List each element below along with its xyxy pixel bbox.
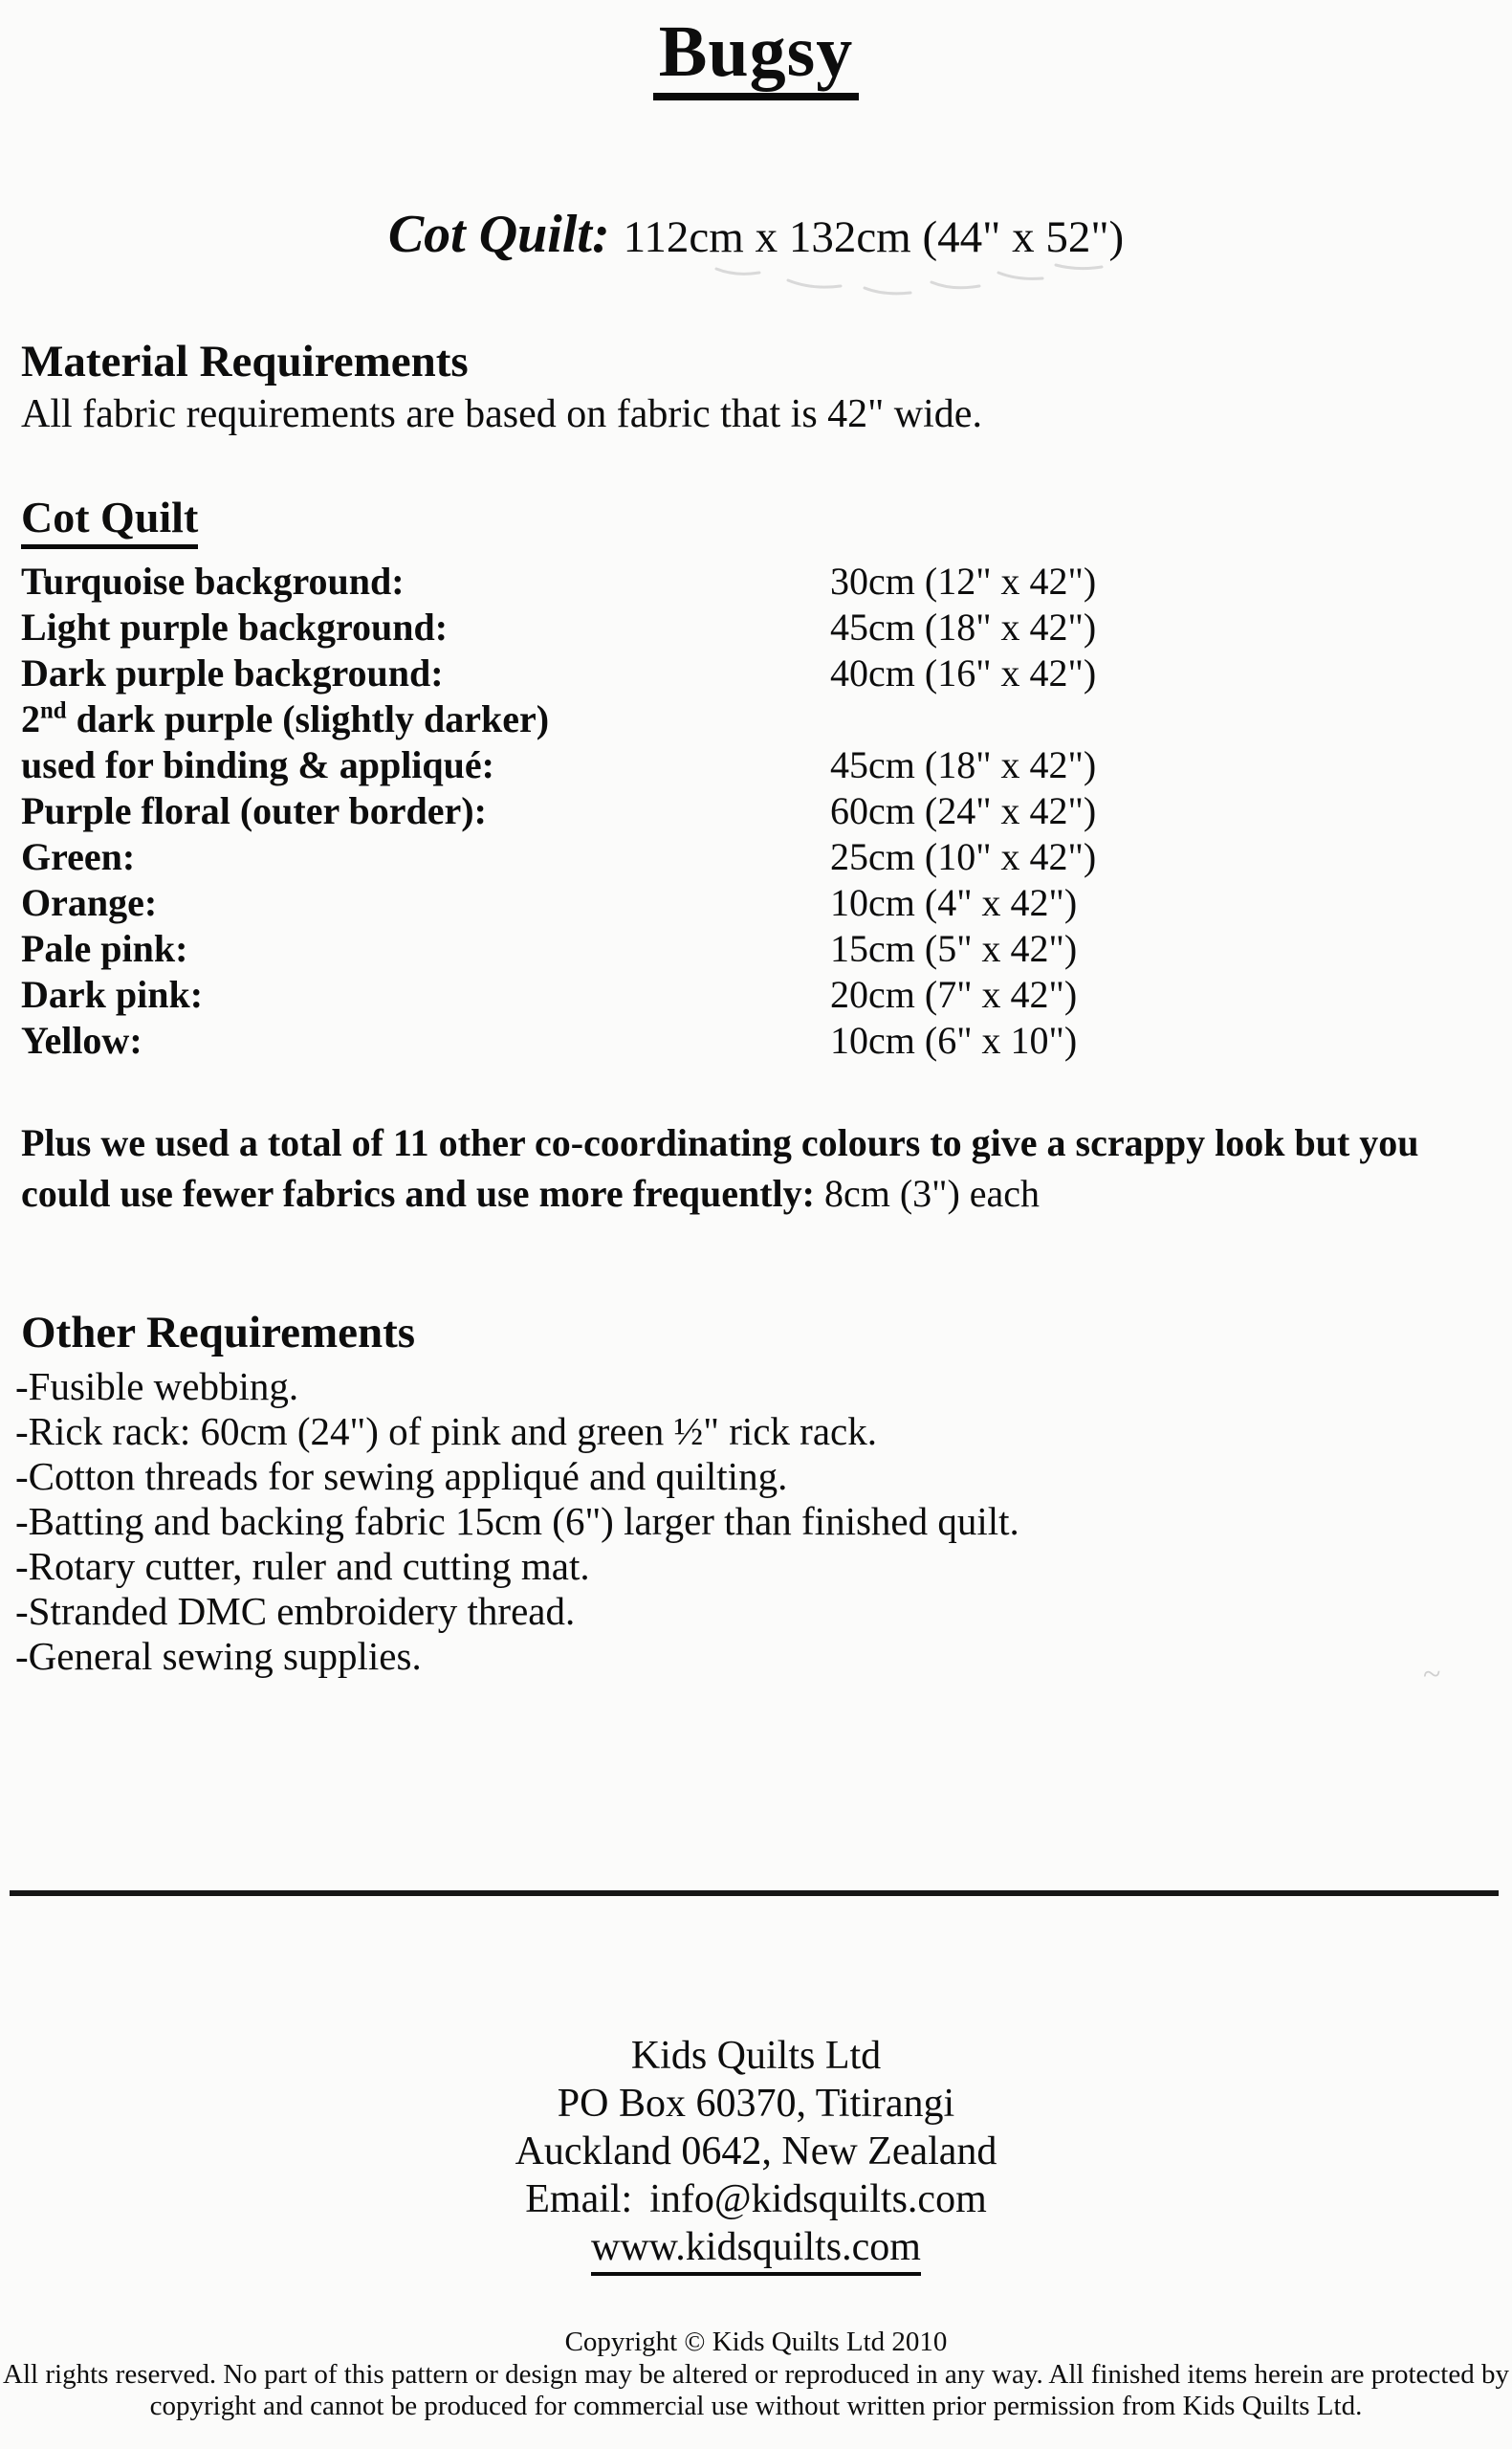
website-line (0, 2223, 1512, 2276)
material-requirements-heading: Material Requirements (21, 336, 469, 386)
material-label: Yellow: (21, 1018, 142, 1062)
requirement-item: -Cotton threads for sewing appliqué and quilting. (15, 1454, 788, 1499)
material-value (830, 696, 1491, 742)
material-label: Orange: (21, 880, 158, 924)
requirement-item: -General sewing supplies. (15, 1634, 422, 1679)
material-label: Turquoise background: (21, 559, 405, 603)
email-label: Email: (525, 2177, 633, 2221)
material-value: 40cm (16" x 42") (830, 651, 1097, 695)
website-link: www.kidsquilts.com (591, 2223, 921, 2276)
material-value: 10cm (4" x 42") (830, 880, 1078, 924)
company-name: Kids Quilts Ltd (630, 2034, 882, 2078)
scan-artifact (712, 259, 1123, 303)
material-label: Light purple background: (21, 605, 449, 649)
requirement-item: -Fusible webbing. (15, 1364, 299, 1409)
email-address: info@kidsquilts.com (649, 2177, 987, 2221)
rights-line-1: All rights reserved. No part of this pattern or design may be altered or reproduced in any way. All finished items herein are protected by (3, 2359, 1509, 2390)
requirement-item: -Batting and backing fabric 15cm (6") larger than finished quilt. (15, 1499, 1019, 1544)
material-value: 10cm (6" x 10") (830, 1018, 1078, 1062)
requirement-item: -Rick rack: 60cm (24") of pink and green ½" rick rack. (15, 1409, 877, 1454)
requirement-item: -Rotary cutter, ruler and cutting mat. (15, 1544, 590, 1589)
material-value: 45cm (18" x 42") (830, 742, 1097, 786)
material-value: 60cm (24" x 42") (830, 788, 1097, 832)
other-requirements-heading: Other Requirements (21, 1308, 416, 1358)
material-value: 20cm (7" x 42") (830, 972, 1078, 1016)
material-label: Pale pink: (21, 926, 188, 970)
subtitle (21, 204, 1491, 265)
material-label: Dark pink: (21, 972, 204, 1016)
cot-quilt-heading: Cot Quilt (21, 494, 198, 549)
material-row (21, 788, 1491, 834)
material-row (21, 1018, 1491, 1064)
scrappy-note (21, 1117, 1491, 1219)
other-requirements-list (15, 1364, 1491, 1679)
material-value: 30cm (12" x 42") (830, 559, 1097, 603)
material-row (21, 605, 1491, 651)
address-line-2: Auckland 0642, New Zealand (515, 2129, 997, 2173)
material-row (21, 834, 1491, 880)
material-label: Purple floral (outer border): (21, 788, 487, 832)
material-row (21, 651, 1491, 696)
address-line-1: PO Box 60370, Titirangi (557, 2082, 955, 2126)
title-block (21, 0, 1491, 100)
subtitle-label: Cot Quilt: (387, 204, 610, 264)
cot-quilt-heading-block (21, 494, 1491, 549)
copyright-line: Copyright © Kids Quilts Ltd 2010 (564, 2327, 948, 2357)
subtitle-dimensions: 112cm x 132cm (44" x 52") (623, 211, 1125, 262)
email-line (0, 2175, 1512, 2223)
materials-table (21, 559, 1491, 1064)
scrappy-note-regular: 8cm (3") each (823, 1171, 1041, 1215)
material-label: used for binding & appliqué: (21, 742, 494, 786)
scan-artifact-mark: ~ (1423, 1657, 1441, 1692)
material-value: 25cm (10" x 42") (830, 834, 1097, 878)
material-requirements-note: All fabric requirements are based on fabric that is 42" wide. (21, 391, 982, 436)
material-row (21, 742, 1491, 788)
copyright-block (0, 2327, 1512, 2422)
material-row (21, 696, 1491, 742)
horizontal-divider (10, 1890, 1499, 1896)
material-label: Dark purple background: (21, 651, 444, 695)
material-label: Green: (21, 834, 136, 878)
material-row (21, 559, 1491, 605)
requirement-item: -Stranded DMC embroidery thread. (15, 1589, 576, 1634)
material-value: 15cm (5" x 42") (830, 926, 1078, 970)
material-label: 2nd dark purple (slightly darker) (21, 696, 550, 740)
material-row (21, 880, 1491, 926)
rights-line-2: copyright and cannot be produced for commercial use without written prior permission from Kids Quilts Ltd. (149, 2391, 1363, 2421)
material-row (21, 972, 1491, 1018)
footer-address (0, 2032, 1512, 2276)
material-row (21, 926, 1491, 972)
scrappy-note-bold: Plus we used a total of 11 other co-coordinating colours to give a scrappy look but you could use fewer fabrics and use more frequently: (21, 1120, 1419, 1215)
material-value: 45cm (18" x 42") (830, 605, 1097, 649)
page-title: Bugsy (653, 15, 860, 100)
